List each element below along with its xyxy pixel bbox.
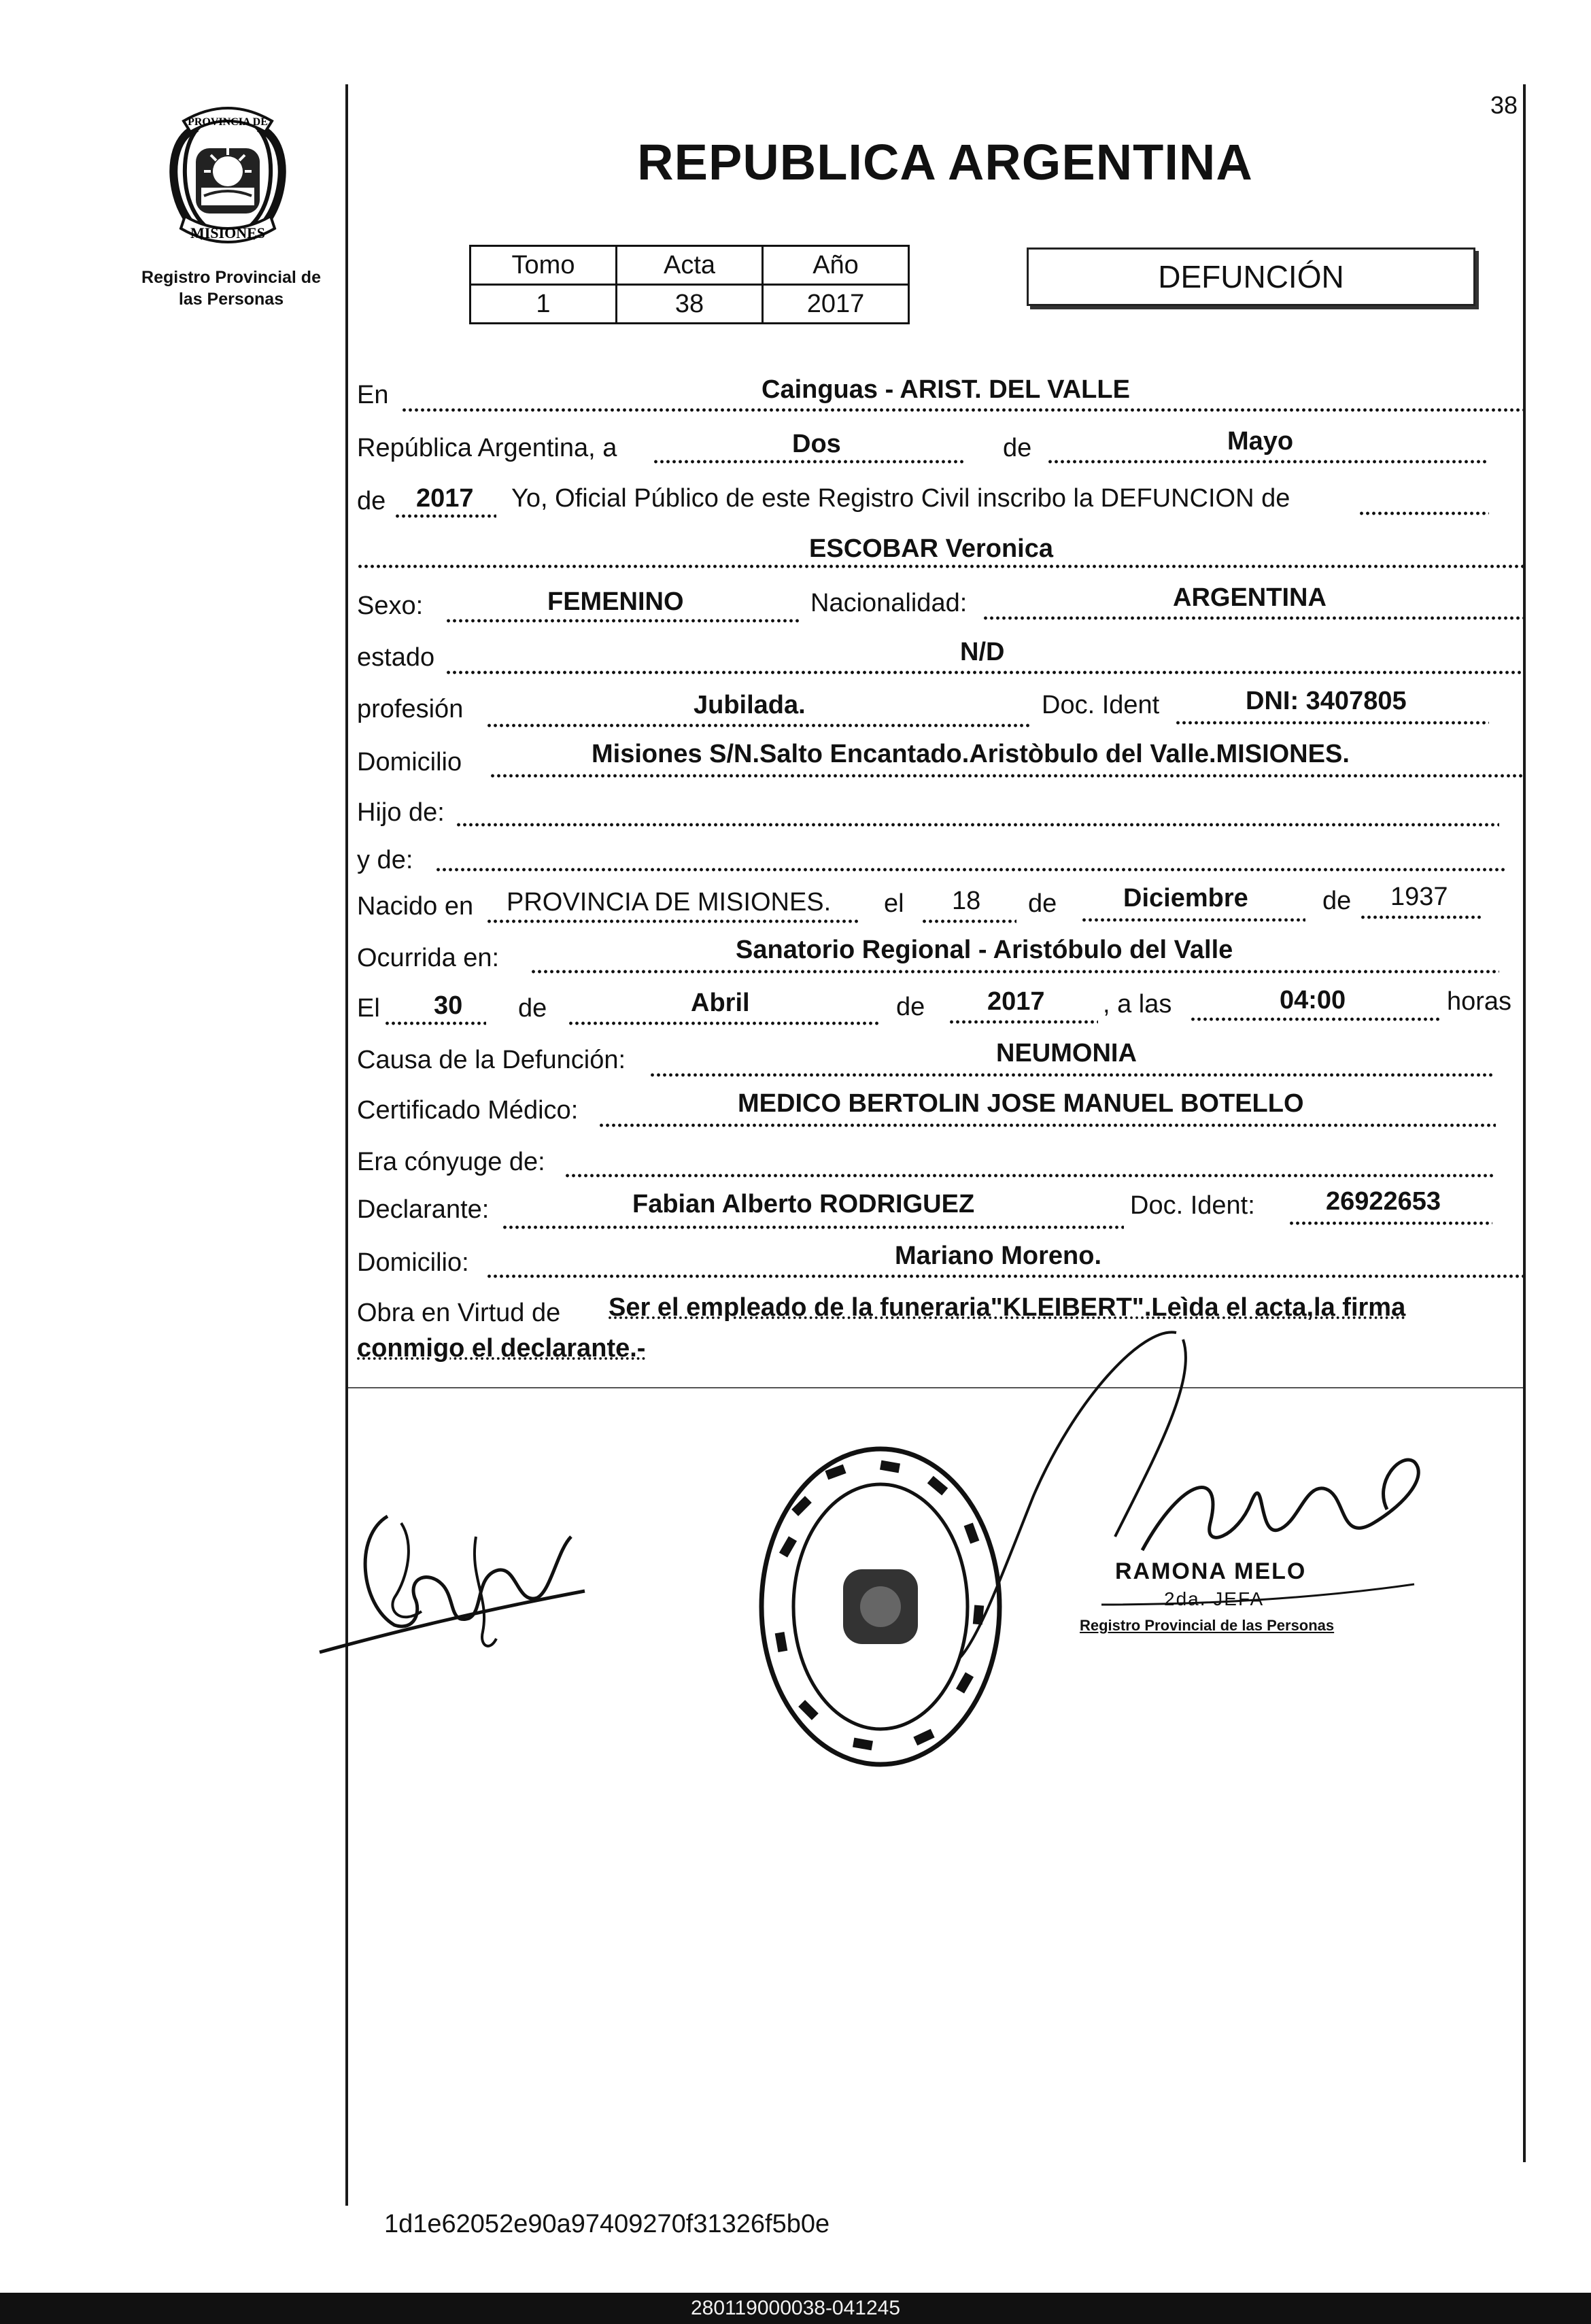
name-dotted-line	[357, 564, 1523, 568]
ocurrida-value: Sanatorio Regional - Aristóbulo del Valle	[736, 936, 1233, 964]
day-word-value: Dos	[792, 430, 841, 458]
nacionalidad-label: Nacionalidad:	[810, 589, 968, 617]
nacionalidad-value: ARGENTINA	[1173, 583, 1327, 612]
intro-dotted-line	[1358, 511, 1489, 515]
nacido-dotted-line	[486, 919, 860, 923]
declarant-signature	[313, 1496, 598, 1673]
registry-line-2: las Personas	[178, 290, 284, 309]
death-de1-label: de	[518, 994, 547, 1023]
domicilio2-value: Mariano Moreno.	[895, 1242, 1102, 1270]
record-table	[469, 245, 910, 324]
obra-value-line1: Ser el empleado de la funeraria"KLEIBERT".Leìda el acta,la firma	[609, 1293, 1406, 1322]
page-title: REPUBLICA ARGENTINA	[637, 134, 1253, 190]
doc2-dotted-line	[1288, 1221, 1492, 1225]
death-time-dotted-line	[1190, 1017, 1441, 1021]
domicilio-dotted-line	[490, 774, 1523, 778]
nacido-label: Nacido en	[357, 892, 474, 921]
declarante-dotted-line	[502, 1225, 1124, 1229]
estado-label: estado	[357, 643, 435, 672]
en-label: En	[357, 381, 389, 409]
death-time-value: 04:00	[1280, 986, 1346, 1014]
en-dotted-line	[401, 408, 1523, 412]
declarante-label: Declarante:	[357, 1195, 490, 1224]
hijo-dotted-line	[456, 823, 1499, 827]
death-year-dotted-line	[948, 1020, 1098, 1024]
intro-text: Yo, Oficial Público de este Registro Civil inscribo la DEFUNCION de	[511, 484, 1290, 513]
official-registry: Registro Provincial de las Personas	[1080, 1617, 1335, 1634]
causa-label: Causa de la Defunción:	[357, 1046, 626, 1074]
domicilio2-label: Domicilio:	[357, 1248, 469, 1277]
certificado-value: MEDICO BERTOLIN JOSE MANUEL BOTELLO	[738, 1089, 1304, 1118]
registry-line-1: Registro Provincial de	[141, 268, 321, 287]
horas-label: horas	[1447, 987, 1512, 1016]
certificado-label: Certificado Médico:	[357, 1096, 579, 1125]
el-label: el	[884, 889, 904, 918]
causa-value: NEUMONIA	[996, 1039, 1137, 1067]
day-dotted-line	[653, 460, 965, 464]
year-value: 2017	[416, 484, 474, 513]
official-title: 2da. JEFA	[1164, 1588, 1265, 1609]
death-year-value: 2017	[987, 987, 1045, 1016]
death-day-dotted-line	[384, 1021, 486, 1025]
alas-label: , a las	[1103, 990, 1172, 1019]
doc2-value: 26922653	[1326, 1187, 1441, 1216]
birth-month-value: Diciembre	[1123, 884, 1248, 912]
death-month-value: Abril	[691, 989, 750, 1017]
domicilio-value: Misiones S/N.Salto Encantado.Aristòbulo del Valle.MISIONES.	[592, 740, 1350, 768]
doc-dotted-line	[1175, 721, 1489, 725]
svg-text:PROVINCIA DE: PROVINCIA DE	[188, 116, 268, 128]
conyuge-label: Era cónyuge de:	[357, 1148, 545, 1176]
year-dotted-line	[394, 514, 496, 518]
doc2-label: Doc. Ident:	[1130, 1191, 1255, 1220]
causa-dotted-line	[649, 1073, 1492, 1077]
sexo-dotted-line	[445, 619, 799, 623]
profesion-dotted-line	[486, 723, 1030, 728]
y-de-dotted-line	[435, 868, 1506, 872]
month-word-value: Mayo	[1227, 427, 1294, 456]
registry-name	[129, 267, 333, 310]
profesion-value: Jubilada.	[694, 691, 806, 719]
svg-text:MISIONES: MISIONES	[190, 224, 266, 241]
record-header-row	[471, 246, 909, 285]
month-dotted-line	[1047, 460, 1489, 464]
footer-code-bar: 280119000038-041245	[0, 2293, 1591, 2324]
death-day-value: 30	[434, 991, 463, 1020]
republica-label: República Argentina, a	[357, 434, 617, 462]
year-de-label: de	[357, 487, 386, 515]
birth-year-dotted-line	[1360, 915, 1482, 919]
page-number: 38	[1490, 91, 1518, 119]
birth-day-value: 18	[952, 887, 981, 915]
estado-dotted-line	[445, 670, 1523, 674]
certificado-dotted-line	[598, 1123, 1496, 1127]
de-label: de	[1003, 434, 1032, 462]
record-value-row	[471, 285, 909, 324]
nacionalidad-dotted-line	[982, 616, 1523, 620]
anio-header: Año	[763, 246, 909, 285]
left-margin-rule	[345, 84, 348, 2206]
deceased-name-value: ESCOBAR Veronica	[809, 534, 1053, 563]
doc-value: DNI: 3407805	[1246, 687, 1407, 715]
birth-year-value: 1937	[1390, 883, 1448, 911]
birth-de1-label: de	[1028, 889, 1057, 918]
obra-value-line2: conmigo el declarante.-	[357, 1334, 646, 1363]
birth-day-dotted-line	[921, 919, 1016, 923]
estado-value: N/D	[960, 638, 1005, 666]
nacido-value: PROVINCIA DE MISIONES.	[507, 888, 832, 917]
acta-header: Acta	[617, 246, 763, 285]
tomo-value: 1	[471, 285, 617, 324]
y-de-label: y de:	[357, 846, 413, 874]
acta-value: 38	[617, 285, 763, 324]
sexo-label: Sexo:	[357, 592, 424, 620]
profesion-label: profesión	[357, 695, 464, 723]
hijo-label: Hijo de:	[357, 798, 445, 827]
anio-value: 2017	[763, 285, 909, 324]
provincial-seal-logo	[156, 101, 299, 256]
official-name: RAMONA MELO	[1115, 1558, 1307, 1584]
sexo-value: FEMENINO	[547, 587, 684, 616]
tomo-header: Tomo	[471, 246, 617, 285]
record-type-box: DEFUNCIÓN	[1027, 247, 1475, 306]
right-margin-rule	[1523, 84, 1526, 2162]
birth-month-dotted-line	[1081, 918, 1305, 922]
conyuge-dotted-line	[564, 1174, 1496, 1178]
document-hash: 1d1e62052e90a97409270f31326f5b0e	[384, 2210, 830, 2238]
ocurrida-dotted-line	[530, 970, 1499, 974]
birth-de2-label: de	[1322, 887, 1352, 915]
obra-label: Obra en Virtud de	[357, 1299, 561, 1327]
death-el-label: El	[357, 994, 380, 1023]
doc-label: Doc. Ident	[1042, 691, 1160, 719]
domicilio-label: Domicilio	[357, 748, 462, 776]
declarante-value: Fabian Alberto RODRIGUEZ	[632, 1190, 975, 1218]
death-month-dotted-line	[568, 1021, 880, 1025]
ocurrida-label: Ocurrida en:	[357, 944, 500, 972]
domicilio2-dotted-line	[486, 1274, 1523, 1278]
death-de2-label: de	[896, 993, 925, 1021]
en-value: Cainguas - ARIST. DEL VALLE	[762, 375, 1130, 404]
